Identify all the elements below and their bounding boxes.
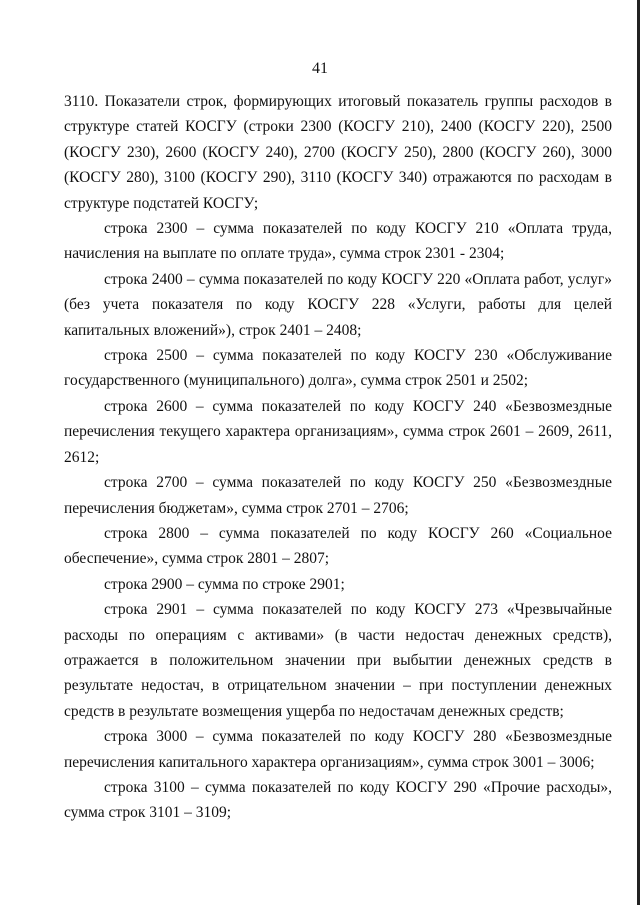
- paragraph-line-2700: строка 2700 – сумма показателей по коду КОСГУ 250 «Безвозмездные перечисления бюджетам», сумма строк 2701 – 2706;: [64, 474, 612, 517]
- paragraph-line-2300: строка 2300 – сумма показателей по коду КОСГУ 210 «Оплата труда, начисления на выплате по оплате труда», сумма строк 2301 - 2304;: [64, 220, 612, 263]
- paragraph-line-2600: строка 2600 – сумма показателей по коду КОСГУ 240 «Безвозмездные перечисления текущего характера организациям», сумма строк 2601 – 2609, 2611, 2612;: [64, 397, 612, 466]
- paragraph-line-2500: строка 2500 – сумма показателей по коду КОСГУ 230 «Обслуживание государственного (муниципального) долга», сумма строк 2501 и 2502;: [64, 347, 612, 390]
- paragraph-line-2800: строка 2800 – сумма показателей по коду КОСГУ 260 «Социальное обеспечение», сумма строк 2801 – 2807;: [64, 524, 612, 568]
- page-number: 41: [312, 60, 328, 77]
- paragraph-line-3000: строка 3000 – сумма показателей по коду КОСГУ 280 «Безвозмездные перечисления капитального характера организациям», сумма строк 3001 – 3006;: [64, 728, 612, 771]
- paragraph-line-3100: строка 3100 – сумма показателей по коду КОСГУ 290 «Прочие расходы», сумма строк 3101 – 3109;: [64, 778, 612, 822]
- paragraph-line-2900: строка 2900 – сумма по строке 2901;: [104, 575, 345, 593]
- paragraph-line-2400: строка 2400 – сумма показателей по коду КОСГУ 220 «Оплата работ, услуг» (без учета показателя по коду КОСГУ 228 «Услуги, работы для целей капитальных вложений»), строк 2401 – 2408;: [64, 270, 612, 339]
- paragraph-3110: 3110. Показатели строк, формирующих итоговый показатель группы расходов в структуре статей КОСГУ (строки 2300 (КОСГУ 210), 2400 (КОСГУ 220), 2500 (КОСГУ 230), 2600 (КОСГУ 240), 2700 (КОСГУ 250), 2800 (КОСГУ 260), 3000 (КОСГУ 280), 3100 (КОСГУ 290), 3110 (КОСГУ 340) отражаются по расходам в структуре подстатей КОСГУ;: [64, 93, 612, 212]
- paragraph-line-2901: строка 2901 – сумма показателей по коду КОСГУ 273 «Чрезвычайные расходы по операциям с активами» (в части недостач денежных средств), отражается в положительном значении при выбытии денежных средств в результате недостач, в отрицательном значении – при поступлении денежных средств в результате возмещения ущерба по недостачам денежных средств;: [64, 601, 612, 720]
- document-body: [64, 89, 612, 826]
